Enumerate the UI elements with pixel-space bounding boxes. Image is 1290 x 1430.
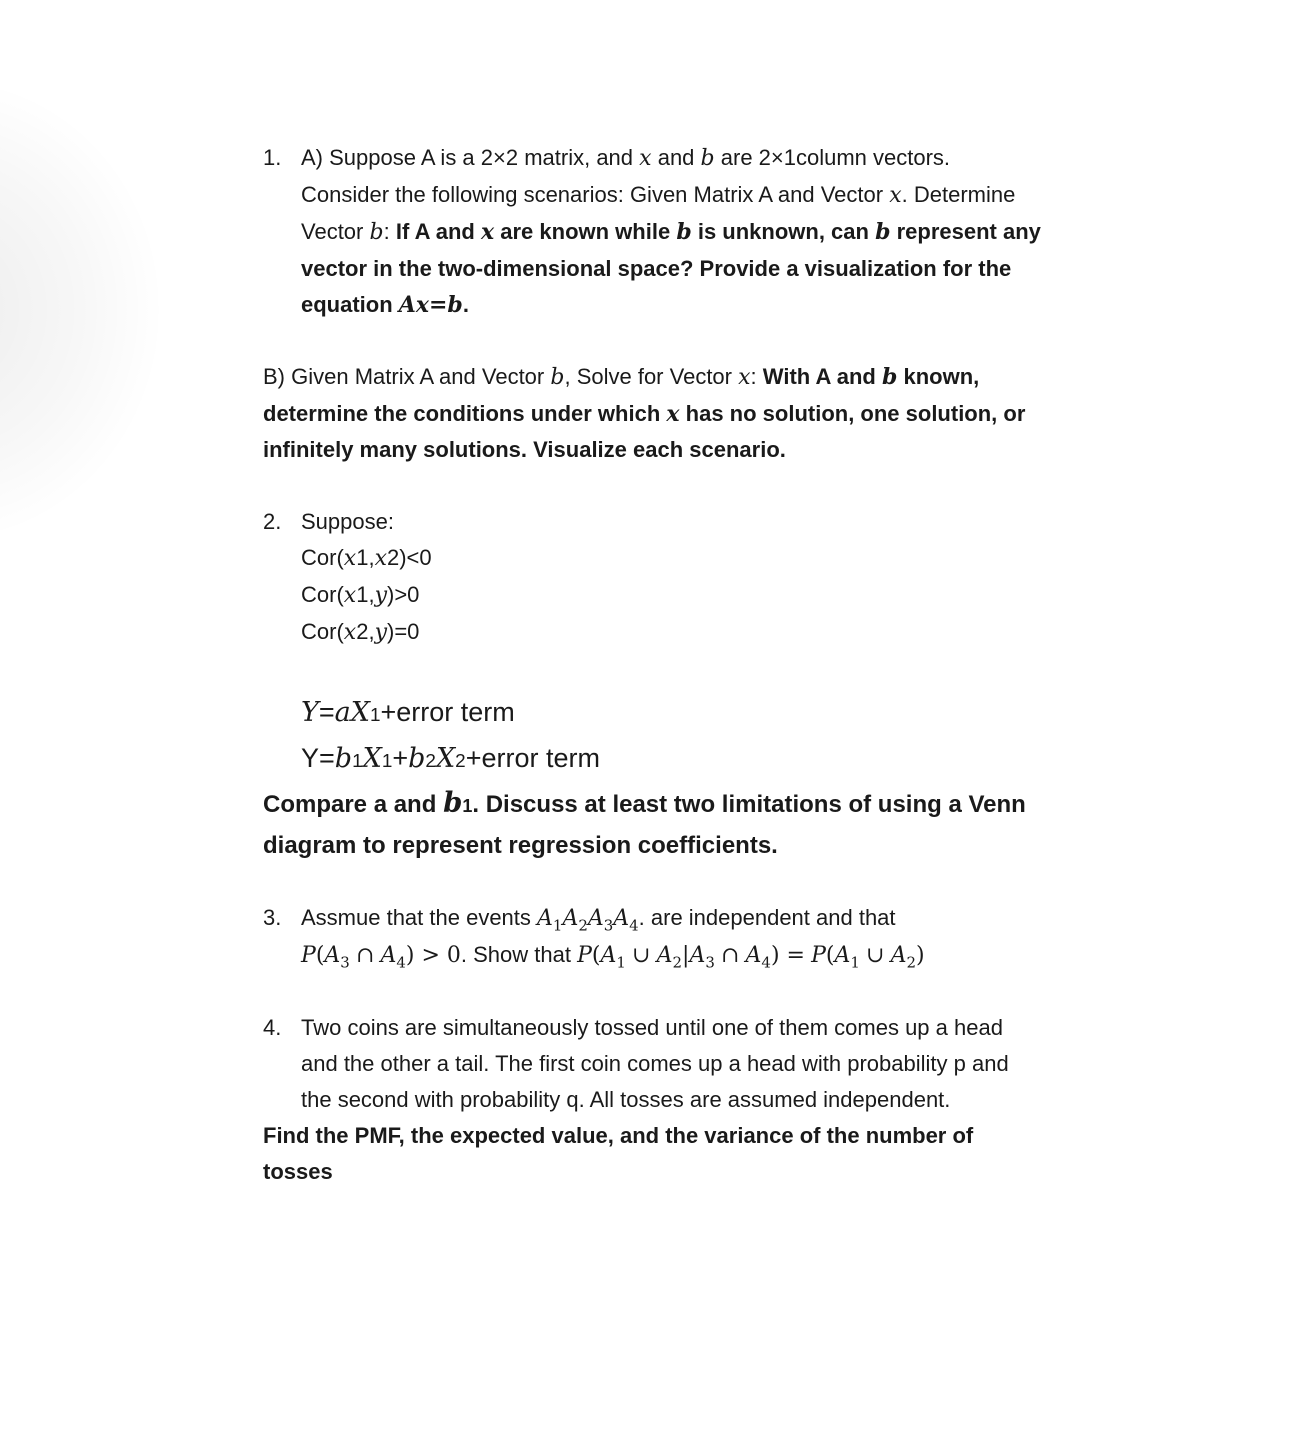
spacer xyxy=(263,866,1103,900)
spacer xyxy=(263,468,1103,504)
question-3 xyxy=(263,900,1103,974)
q2-compare-line-2: diagram to represent regression coefficients. xyxy=(263,832,778,859)
question-number: 4. xyxy=(263,1015,282,1040)
q1-line-1: A) Suppose A is a 2×2 matrix, and x and b are 2×1column vectors. xyxy=(301,145,951,171)
question-4 xyxy=(263,1010,1103,1118)
q4-line-3: the second with probability q. All tosses are assumed independent. xyxy=(301,1087,951,1112)
page-shadow xyxy=(0,80,160,540)
spacer xyxy=(301,651,1103,691)
question-number: 3. xyxy=(263,905,282,930)
q3-line-1: Assmue that the events $A_1A_2A_3A_4$. are independent and that xyxy=(301,905,896,935)
q1-line-4: vector in the two-dimensional space? Provide a visualization for the xyxy=(301,256,1012,281)
q2-cor-2: Cor(x1,y)>0 xyxy=(301,582,420,608)
question-2 xyxy=(263,504,1103,783)
spacer xyxy=(263,323,1103,359)
q1-line-3: Vector b: If A and x are known while b is unknown, can b represent any xyxy=(301,219,1041,245)
q2-equation-1: Y=aX1+error term xyxy=(301,697,515,728)
question-number: 2. xyxy=(263,509,282,534)
q2-compare-line-1: Compare a and b1. Discuss at least two limitations of using a Venn xyxy=(263,786,1026,819)
q4-bold-line-1: Find the PMF, the expected value, and the variance of the number of xyxy=(263,1123,974,1148)
q2-suppose: Suppose: xyxy=(301,509,394,534)
q1-line-5: equation Ax=b. xyxy=(301,292,469,318)
q4-bold-line-2: tosses xyxy=(263,1159,333,1184)
q1-line-2: Consider the following scenarios: Given Matrix A and Vector x. Determine xyxy=(301,182,1016,208)
question-1b xyxy=(263,359,1103,468)
question-1 xyxy=(263,140,1103,323)
spacer xyxy=(263,974,1103,1010)
q3-line-2: $P(A_3$ ∩ $A_4) > 0$. Show that $P(A_1$ ∪ $A_2|A_3$ ∩ $A_4) = P(A_1$ ∪ $A_2$) xyxy=(301,942,925,972)
document-body xyxy=(263,140,1103,1190)
q2-cor-1: Cor(x1,x2)<0 xyxy=(301,545,432,571)
q4-line-2: and the other a tail. The first coin comes up a head with probability p and xyxy=(301,1051,1009,1076)
q1b-line-2: determine the conditions under which x has no solution, one solution, or xyxy=(263,401,1026,427)
q2-cor-3: Cor(x2,y)=0 xyxy=(301,619,420,645)
q2-compare xyxy=(263,783,1103,866)
question-number: 1. xyxy=(263,145,282,170)
q1b-line-3: infinitely many solutions. Visualize each scenario. xyxy=(263,437,786,462)
q1b-line-1: B) Given Matrix A and Vector b, Solve for Vector x: With A and b known, xyxy=(263,364,980,390)
q2-equation-2: Y=b1X1+b2X2+error term xyxy=(301,743,600,774)
q4-line-1: Two coins are simultaneously tossed until one of them comes up a head xyxy=(301,1015,1003,1040)
